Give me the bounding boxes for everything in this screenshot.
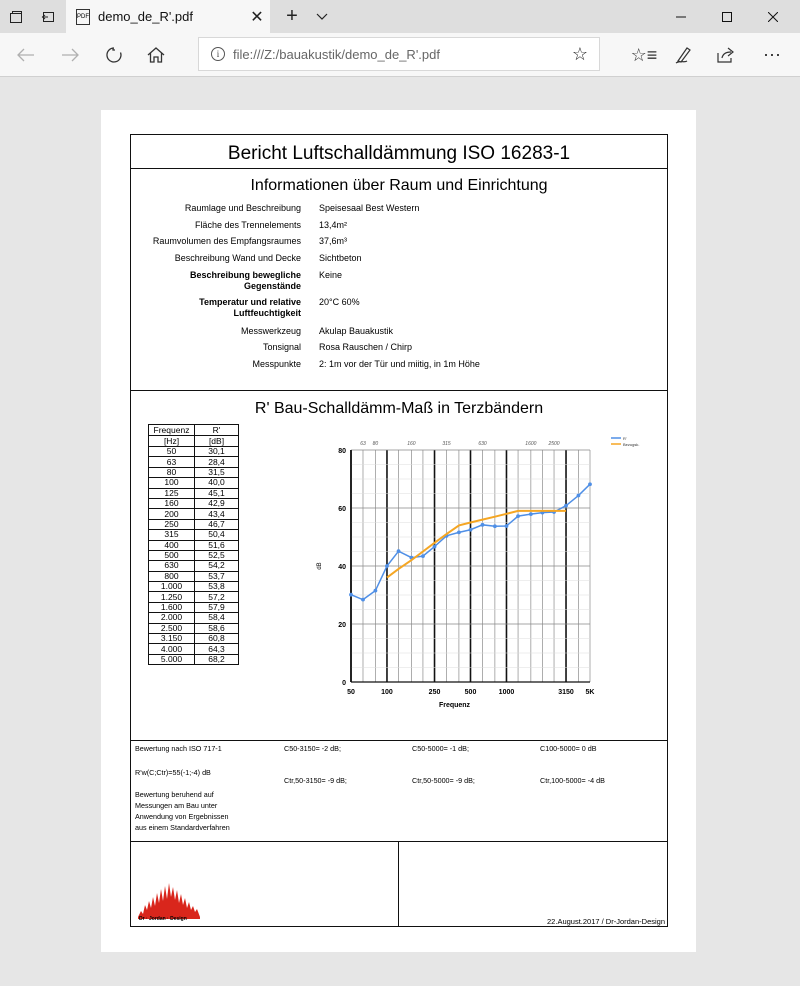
r-value-cell: 52,5 — [195, 550, 239, 560]
c-value: C100-5000= 0 dB — [540, 744, 597, 753]
frequency-cell: 4.000 — [149, 644, 195, 654]
y-tick-label: 80 — [338, 448, 346, 455]
home-icon[interactable] — [136, 33, 176, 77]
frequency-cell: 2.000 — [149, 613, 195, 623]
info-row — [131, 253, 667, 265]
data-point — [493, 524, 497, 528]
tab-bar — [0, 0, 800, 33]
info-value: 13,4m² — [319, 220, 348, 230]
r-value-cell: 68,2 — [195, 654, 239, 664]
c-value: C50-5000= -1 dB; — [412, 744, 469, 753]
frequency-cell: 315 — [149, 530, 195, 540]
y-tick-label: 60 — [338, 506, 346, 513]
data-point — [385, 564, 389, 568]
frequency-cell: 250 — [149, 519, 195, 529]
ctr-value: Ctr,100-5000= -4 dB — [540, 776, 605, 785]
frequency-cell: 3.150 — [149, 634, 195, 644]
share-icon[interactable] — [706, 33, 746, 77]
x-tick-label: 500 — [464, 689, 477, 696]
rating-result: R'w(C;Ctr)=55(-1;-4) dB — [135, 768, 211, 777]
rating-note-line: aus einem Standardverfahren — [135, 823, 230, 832]
rating-standard: Bewertung nach ISO 717-1 — [135, 744, 222, 753]
divider — [131, 168, 667, 169]
favorite-star-icon[interactable]: ☆ — [571, 43, 589, 64]
r-value-cell: 58,4 — [195, 613, 239, 623]
info-row — [131, 326, 667, 338]
forward-arrow-icon[interactable] — [50, 33, 90, 77]
rating-note-line: Anwendung von Ergebnissen — [135, 812, 229, 821]
logo-text: Dr · Jordan · Design — [139, 916, 187, 922]
info-value: Speisesaal Best Western — [319, 203, 420, 213]
info-label: Gegenstände — [243, 281, 301, 291]
x-tick-label: 3150 — [558, 689, 574, 696]
y-axis-label: dB — [317, 562, 323, 570]
set-tabs-aside-icon[interactable] — [0, 0, 32, 33]
info-label: Raumlage und Beschreibung — [184, 203, 301, 213]
data-point — [564, 504, 568, 508]
data-point — [397, 549, 401, 553]
info-value: 20°C 60% — [319, 297, 360, 307]
x-tick-label: 50 — [347, 689, 355, 696]
info-row — [131, 236, 667, 248]
c-value: C50-3150= -2 dB; — [284, 744, 341, 753]
data-point — [577, 494, 581, 498]
close-window-icon[interactable] — [750, 0, 796, 33]
info-row — [131, 359, 667, 371]
favorites-list-icon[interactable]: ☆≡ — [630, 44, 658, 65]
r-value-cell: 43,4 — [195, 509, 239, 519]
r-value-cell: 46,7 — [195, 519, 239, 529]
info-row — [131, 342, 667, 354]
frequency-cell: 1.000 — [149, 582, 195, 592]
info-label: Fläche des Trennelements — [194, 220, 301, 230]
data-point — [516, 514, 520, 518]
divider — [131, 841, 667, 842]
x-tick-label: 1000 — [498, 689, 515, 696]
info-value: Keine — [319, 270, 343, 280]
x-top-tick-label: 80 — [372, 441, 379, 447]
r-value-cell: 60,8 — [195, 634, 239, 644]
info-label: Tonsignal — [262, 342, 301, 352]
frequency-cell: 50 — [149, 447, 195, 457]
info-label: Beschreibung Wand und Decke — [174, 253, 301, 263]
x-axis-label: Frequenz — [438, 702, 471, 709]
x-top-tick-label: 1600 — [525, 441, 537, 447]
divider — [131, 740, 667, 741]
x-tick-label: 250 — [428, 689, 441, 696]
reference-line — [387, 511, 566, 578]
info-label: Messwerkzeug — [240, 326, 301, 336]
frequency-cell: 80 — [149, 467, 195, 477]
tab-title: demo_de_R'.pdf — [98, 9, 193, 24]
pdf-file-icon: PDF — [76, 9, 90, 25]
table-header: [dB] — [195, 436, 239, 447]
data-point — [373, 589, 377, 593]
frequency-cell: 5.000 — [149, 654, 195, 664]
r-value-cell: 45,1 — [195, 488, 239, 498]
data-point — [349, 593, 353, 597]
frequency-cell: 1.600 — [149, 602, 195, 612]
url-field[interactable] — [198, 37, 600, 71]
data-point — [505, 524, 509, 528]
ctr-value: Ctr,50-5000= -9 dB; — [412, 776, 475, 785]
r-value-cell: 30,1 — [195, 447, 239, 457]
x-tick-label: 100 — [381, 689, 393, 696]
frequency-cell: 630 — [149, 561, 195, 571]
r-value-cell: 57,9 — [195, 602, 239, 612]
info-label: Beschreibung bewegliche — [189, 270, 301, 280]
info-value: 2: 1m vor der Tür und miitig, in 1m Höhe — [319, 359, 480, 369]
y-tick-label: 40 — [338, 564, 346, 571]
r-value-cell: 28,4 — [195, 457, 239, 467]
table-header: [Hz] — [149, 436, 195, 447]
x-top-tick-label: 2500 — [548, 441, 560, 447]
info-value: 37,6m³ — [319, 236, 348, 246]
data-point — [361, 598, 365, 602]
footer-date: 22.August.2017 / Dr-Jordan-Design — [547, 917, 665, 926]
report-frame — [130, 134, 668, 927]
data-point — [469, 528, 473, 532]
y-tick-label: 0 — [342, 680, 346, 687]
data-point — [433, 545, 437, 549]
data-point — [529, 512, 533, 516]
measurement-title: R' Bau-Schalldämm-Maß in Terzbändern — [254, 400, 544, 417]
info-value: Rosa Rauschen / Chirp — [319, 342, 413, 352]
info-value: Akulap Bauakustik — [319, 326, 394, 336]
frequency-cell: 63 — [149, 457, 195, 467]
data-point — [421, 554, 425, 558]
footer-divider — [398, 841, 399, 927]
rating-note-line: Messungen am Bau unter — [135, 801, 218, 810]
r-value-cell: 53,7 — [195, 571, 239, 581]
ctr-value: Ctr,50-3150= -9 dB; — [284, 776, 347, 785]
info-icon[interactable]: i — [211, 47, 225, 61]
url-text[interactable]: file:///Z:/bauakustik/demo_de_R'.pdf — [233, 46, 440, 62]
x-top-tick-label: 160 — [407, 441, 416, 447]
r-value-cell: 42,9 — [195, 498, 239, 508]
x-top-tick-label: 315 — [442, 441, 451, 447]
y-tick-label: 20 — [338, 622, 346, 629]
legend-label: Bezugsk. — [623, 442, 640, 447]
refresh-icon[interactable] — [94, 33, 134, 77]
r-value-cell: 57,2 — [195, 592, 239, 602]
address-bar — [0, 33, 800, 77]
frequency-cell: 160 — [149, 498, 195, 508]
r-value-cell: 53,8 — [195, 582, 239, 592]
frequency-cell: 800 — [149, 571, 195, 581]
frequency-cell: 200 — [149, 509, 195, 519]
r-value-cell: 31,5 — [195, 467, 239, 477]
pen-icon[interactable] — [664, 33, 704, 77]
new-tab-icon[interactable]: + — [286, 5, 298, 27]
frequency-chart — [131, 391, 669, 740]
report-title: Bericht Luftschalldämmung ISO 16283-1 — [227, 143, 571, 164]
pdf-page — [101, 110, 696, 952]
info-row — [131, 281, 667, 293]
minimize-icon[interactable] — [658, 0, 704, 33]
frequency-cell: 400 — [149, 540, 195, 550]
frequency-cell: 500 — [149, 550, 195, 560]
frequency-cell: 2.500 — [149, 623, 195, 633]
measurement-section — [131, 391, 667, 740]
legend-label: R' — [623, 436, 627, 441]
browser-tab[interactable] — [66, 0, 270, 33]
info-row — [131, 308, 667, 320]
tabs-aside-icon[interactable] — [32, 0, 64, 33]
info-row — [131, 203, 667, 215]
info-value: Sichtbeton — [319, 253, 362, 263]
r-value-cell: 40,0 — [195, 478, 239, 488]
frequency-cell: 100 — [149, 478, 195, 488]
r-value-cell: 50,4 — [195, 530, 239, 540]
r-value-cell: 51,6 — [195, 540, 239, 550]
data-point — [588, 482, 592, 486]
frequency-cell: 1.250 — [149, 592, 195, 602]
info-label: Luftfeuchtigkeit — [233, 308, 301, 318]
info-label: Raumvolumen des Empfangsraumes — [152, 236, 301, 246]
close-tab-icon[interactable]: ✕ — [250, 8, 264, 26]
info-label: Messpunkte — [252, 359, 301, 369]
x-tick-label: 5K — [585, 689, 595, 696]
table-header: Frequenz — [149, 425, 195, 436]
rating-note-line: Bewertung beruhend auf — [135, 790, 214, 799]
info-label: Temperatur und relative — [199, 297, 301, 307]
x-top-tick-label: 63 — [360, 441, 366, 447]
data-point — [481, 523, 485, 527]
back-arrow-icon[interactable] — [6, 33, 46, 77]
more-options-icon[interactable]: ⋯ — [763, 44, 781, 65]
info-row — [131, 220, 667, 232]
pdf-viewer[interactable] — [0, 78, 800, 986]
r-value-cell: 54,2 — [195, 561, 239, 571]
table-header: R' — [195, 425, 239, 436]
r-value-cell: 58,6 — [195, 623, 239, 633]
maximize-icon[interactable] — [704, 0, 750, 33]
x-top-tick-label: 630 — [478, 441, 487, 447]
frequency-cell: 125 — [149, 488, 195, 498]
info-section-title: Informationen über Raum und Einrichtung — [250, 177, 548, 194]
r-value-cell: 64,3 — [195, 644, 239, 654]
chevron-down-icon[interactable] — [306, 0, 338, 33]
data-point — [457, 530, 461, 534]
